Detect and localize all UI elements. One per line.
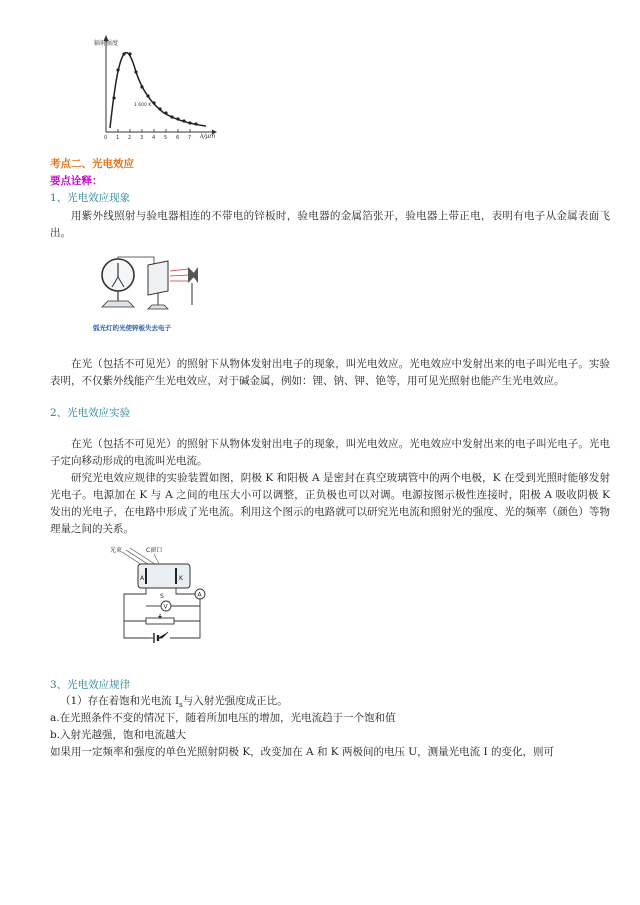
subsection-3-paragraph: 如果用一定频率和强度的单色光照射阴极 K，改变加在 A 和 K 两极间的电压 U，测量光电流 I 的变化，则可 [50, 746, 554, 758]
subsection-2-paragraph-1: 在光（包括不可见光）的照射下从物体发射出电子的现象，叫光电效应。光电效应中发射出来的电子叫光电子。光电子定向移动形成的电流叫光电流。 [50, 438, 610, 467]
x-tick-2: 2 [128, 135, 132, 141]
x-tick-6: 6 [176, 135, 180, 141]
radiation-curve [110, 53, 206, 128]
cathode-label: K [179, 575, 183, 582]
section-title: 考点二、光电效应 [50, 158, 134, 170]
radiation-curve-figure [90, 32, 220, 144]
subsection-1-paragraph-1: 用紫外线照射与验电器相连的不带电的锌板时，验电器的金属箔张开，验电器上带正电，表明有电子从金属表面飞出。 [50, 210, 610, 239]
window-label: C窗口 [146, 547, 163, 554]
x-tick-7: 7 [188, 135, 192, 141]
subsection-3-title: 3、光电效应规律 [50, 679, 131, 691]
subsection-2-paragraph-2: 研究光电效应规律的实验装置如图，阴极 K 和阳极 A 是密封在真空玻璃管中的两个电极，K 在受到光照时能够发射光电子。电源加在 K 与 A 之间的电压大小可以调整，正负极也可以对调。电源按图示极性连接时，阳极 A 吸收阴极 K 发出的光电子，在电路中形成了光电流。利用这个图示的电路就可以研究光电流和照射光的强度、光的频率（颜色）等物理量之间的关系。 [50, 472, 610, 535]
y-axis-label: 辐射强度 [94, 40, 119, 47]
x-tick-0: 0 [104, 135, 108, 141]
beam-label: 光束 [110, 547, 123, 554]
curve-data-points [112, 52, 197, 125]
photoelectric-circuit-figure [110, 544, 210, 652]
arc-lamp-figure-caption: 弧光灯的光使锌板失去电子 [93, 324, 171, 332]
anode-label: A [140, 575, 145, 582]
subsection-1-paragraph-2: 在光（包括不可见光）的照射下从物体发射出电子的现象，叫光电效应。光电效应中发射出来的电子叫光电子。实验表明，不仅紫外线能产生光电效应，对于碱金属，例如：锂、钠、钾、铯等，用可见光照射也能产生光电效应。 [50, 358, 610, 387]
switch-label: S [160, 593, 164, 600]
zinc-plate [148, 261, 168, 295]
temperature-label: 1 600 K [134, 103, 152, 108]
voltmeter-label: V [163, 603, 168, 611]
galvanometer-label: A [197, 591, 202, 599]
key-points-label: 要点诠释： [50, 175, 103, 187]
law-item-1-b: b.入射光越强，饱和电流越大 [50, 729, 187, 741]
law-item-1: （1）存在着饱和光电流 $I_s$与入射光强度成正比。 [60, 695, 288, 710]
arc-lamp-experiment-figure [92, 255, 204, 327]
x-axis-label: λ/μm [200, 133, 216, 140]
subsection-2-title: 2、光电效应实验 [50, 407, 131, 419]
x-tick-4: 4 [152, 135, 156, 141]
x-tick-1: 1 [116, 135, 120, 141]
subsection-1-title: 1、光电效应现象 [50, 192, 131, 204]
x-tick-5: 5 [164, 135, 168, 141]
law-item-1-a: a.在光照条件不变的情况下，随着所加电压的增加，光电流趋于一个饱和值 [50, 712, 396, 724]
electroscope-base [102, 301, 134, 307]
circuit-switch [158, 632, 168, 638]
x-tick-3: 3 [140, 135, 144, 141]
